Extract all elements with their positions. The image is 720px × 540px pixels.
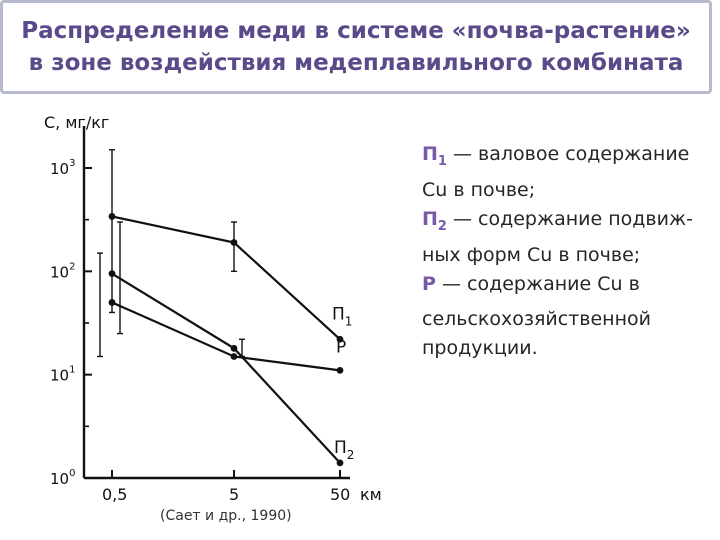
data-point-2-2: [337, 367, 344, 374]
x-unit-label: км: [360, 485, 382, 504]
title-box: [0, 0, 712, 94]
series-line-1: [112, 274, 340, 463]
chart-panel: [38, 98, 406, 526]
y-tick-label-2: $10^1$: [50, 364, 76, 385]
legend-symbol: $П_1$: [422, 143, 447, 169]
x-tick-label-1: 5: [229, 485, 240, 504]
data-point-2-0: [109, 299, 116, 306]
title-line-2: в зоне воздействия медеплавильного комбината: [28, 50, 684, 76]
legend-text: — содержание подвиж-ных форм Cu в почве;: [422, 207, 693, 266]
series-line-0: [112, 216, 340, 339]
series-label-0: $П_1$: [332, 304, 353, 329]
legend: [422, 140, 712, 363]
x-tick-label-0: 0,5: [102, 485, 128, 504]
series-line-2: [112, 302, 340, 370]
x-tick-label-2: 50: [330, 485, 351, 504]
legend-symbol: Р: [422, 272, 436, 295]
series-label-1: $П_2$: [334, 437, 355, 462]
data-point-1-1: [231, 345, 238, 352]
data-point-1-0: [109, 270, 116, 277]
y-tick-label-0: $10^3$: [50, 158, 76, 178]
y-axis-label: C, мг/кг: [44, 113, 110, 132]
legend-text: — валовое содержание Cu в почве;: [422, 143, 690, 201]
legend-symbol: $П_2$: [422, 207, 447, 234]
data-point-1-2: [337, 460, 344, 467]
legend-item-r: [422, 270, 712, 364]
chart-svg: [38, 98, 406, 526]
title-line-1: Распределение меди в системе «почва-растение»: [21, 18, 691, 44]
y-tick-label-3: $10^0$: [50, 468, 76, 488]
data-point-2-1: [231, 353, 238, 360]
legend-text: — содержание Cu в сельскохозяйственной продукции.: [422, 272, 651, 360]
y-tick-label-1: $10^2$: [50, 261, 76, 282]
series-label-2: Р: [336, 337, 347, 358]
source-citation: (Сает и др., 1990): [160, 508, 292, 524]
legend-item-p1: [422, 140, 712, 205]
legend-item-p2: [422, 205, 712, 270]
